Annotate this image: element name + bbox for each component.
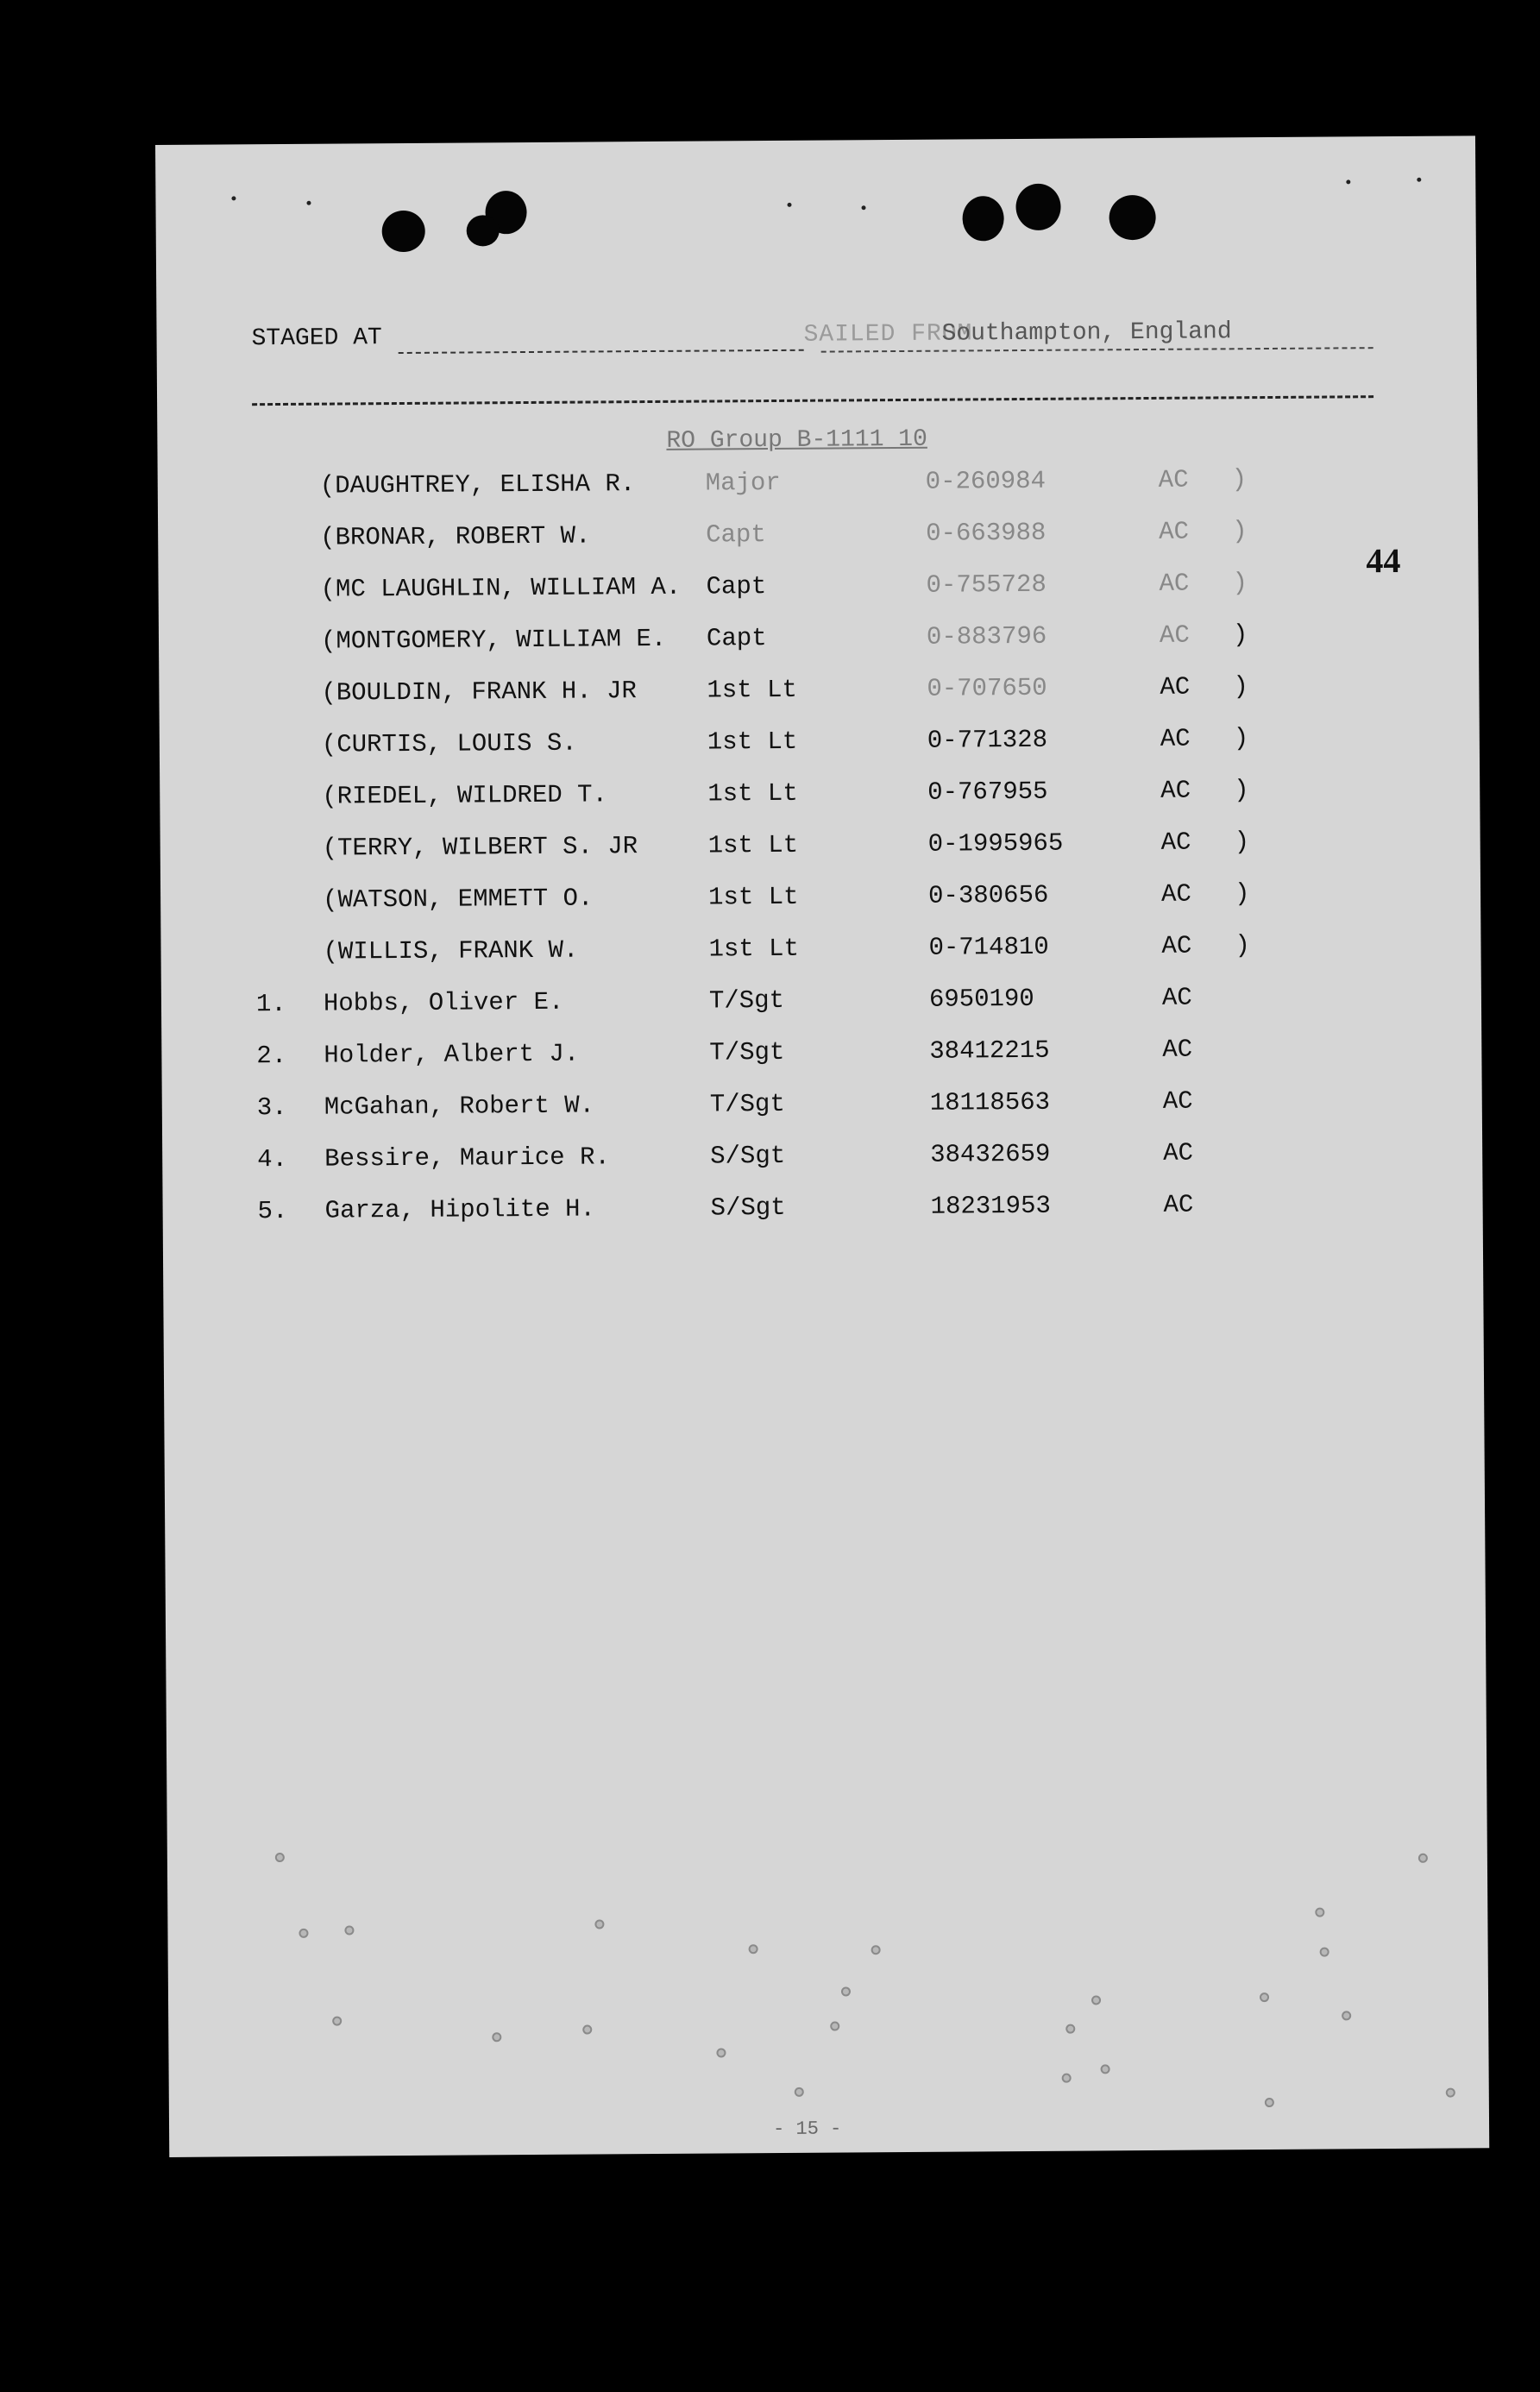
branch: AC: [1162, 1086, 1193, 1116]
row-number: 3.: [256, 1092, 287, 1123]
closing-paren: ): [1233, 672, 1248, 702]
closing-paren: ): [1232, 620, 1248, 650]
paper-speck: [1418, 1854, 1428, 1863]
person-name: (TERRY, WILBERT S. JR: [322, 832, 638, 863]
serial-number: 0-260984: [925, 466, 1047, 496]
paper-speck: [716, 2048, 726, 2057]
paper-speck: [871, 1945, 881, 1955]
paper-speck: [594, 1919, 604, 1929]
roster-row: [255, 775, 1376, 834]
rank: S/Sgt: [710, 1141, 786, 1171]
rank: Capt: [706, 624, 767, 653]
paper-mark: [1346, 179, 1350, 184]
rank: 1st Lt: [707, 778, 798, 809]
branch: AC: [1160, 724, 1191, 753]
punch-hole: [1109, 195, 1155, 240]
paper-mark: [862, 205, 866, 210]
serial-number: 18231953: [930, 1191, 1051, 1221]
paper-speck: [1342, 2011, 1351, 2020]
closing-paren: ): [1234, 879, 1250, 909]
roster-list: [253, 464, 1380, 1249]
paper-speck: [1446, 2088, 1455, 2098]
sailed-from-underline: [821, 347, 1373, 352]
paper-speck: [1265, 2098, 1274, 2107]
roster-row: [256, 1034, 1378, 1093]
roster-row: [255, 878, 1377, 938]
roster-row: [253, 568, 1374, 627]
rank: 1st Lt: [707, 830, 799, 860]
paper-speck: [1260, 1992, 1269, 2002]
rank: Major: [705, 468, 781, 498]
staged-at-blank: [399, 349, 804, 354]
branch: AC: [1160, 672, 1191, 702]
closing-paren: ): [1234, 776, 1249, 805]
closing-paren: ): [1234, 828, 1250, 857]
branch: AC: [1161, 931, 1192, 960]
closing-paren: ): [1235, 931, 1251, 960]
closing-paren: ): [1231, 465, 1248, 494]
serial-number: 6950190: [928, 984, 1034, 1014]
person-name: (MC LAUGHLIN, WILLIAM A.: [320, 572, 682, 604]
person-name: Garza, Hipolite H.: [324, 1194, 596, 1225]
punch-hole: [962, 196, 1003, 241]
rank: 1st Lt: [707, 882, 799, 912]
serial-number: 0-771328: [927, 725, 1048, 755]
person-name: (BRONAR, ROBERT W.: [320, 521, 591, 552]
branch: AC: [1162, 1035, 1193, 1064]
closing-paren: ): [1232, 569, 1248, 598]
rank: Capt: [706, 572, 767, 601]
rank: T/Sgt: [709, 1037, 785, 1067]
paper-mark: [787, 203, 791, 207]
rank: S/Sgt: [710, 1193, 786, 1223]
person-name: (CURTIS, LOUIS S.: [321, 728, 577, 759]
closing-paren: ): [1232, 517, 1248, 546]
paper-mark: [306, 201, 311, 205]
paper-mark: [1417, 178, 1421, 182]
rank: 1st Lt: [708, 934, 800, 964]
serial-number: 38432659: [930, 1139, 1051, 1169]
paper-speck: [1101, 2064, 1110, 2074]
person-name: (MONTGOMERY, WILLIAM E.: [320, 624, 667, 656]
person-name: (RIEDEL, WILDRED T.: [322, 780, 608, 811]
paper-speck: [841, 1986, 851, 1996]
person-name: Bessire, Maurice R.: [324, 1142, 610, 1174]
serial-number: 0-883796: [926, 621, 1047, 652]
branch: AC: [1163, 1190, 1194, 1219]
paper-speck: [299, 1929, 308, 1938]
paper-speck: [830, 2022, 839, 2031]
paper-speck: [1320, 1948, 1329, 1957]
serial-number: 0-380656: [927, 880, 1049, 910]
person-name: (WATSON, EMMETT O.: [322, 884, 594, 915]
rank: 1st Lt: [707, 675, 797, 705]
document-page: [155, 135, 1489, 2157]
serial-number: 0-1995965: [927, 828, 1064, 859]
row-number: 5.: [257, 1196, 288, 1226]
roster-row: [257, 1137, 1379, 1197]
serial-number: 38412215: [929, 1035, 1050, 1066]
rank: T/Sgt: [708, 985, 785, 1016]
paper-speck: [275, 1853, 285, 1862]
branch: AC: [1159, 620, 1190, 650]
closing-paren: ): [1233, 724, 1249, 753]
row-number: 4.: [257, 1144, 288, 1174]
roster-row: [255, 930, 1377, 990]
branch: AC: [1163, 1138, 1194, 1168]
paper-speck: [1091, 1995, 1101, 2005]
serial-number: 0-663988: [926, 518, 1047, 548]
roster-row: [258, 1189, 1380, 1249]
paper-speck: [749, 1944, 758, 1954]
row-number: 2.: [256, 1041, 287, 1071]
roster-row: [253, 464, 1374, 524]
branch: AC: [1158, 465, 1189, 494]
row-number: 1.: [255, 989, 286, 1019]
branch: AC: [1159, 569, 1190, 598]
punch-hole: [467, 215, 500, 246]
paper-speck: [492, 2032, 501, 2042]
branch: AC: [1161, 983, 1192, 1012]
person-name: (BOULDIN, FRANK H. JR: [321, 677, 638, 708]
roster-row: [254, 671, 1375, 731]
rank: 1st Lt: [707, 727, 798, 757]
paper-speck: [795, 2087, 804, 2097]
group-title: RO Group B-1111 10: [666, 425, 927, 455]
branch: AC: [1159, 517, 1190, 546]
person-name: (WILLIS, FRANK W.: [323, 935, 579, 966]
page-number: 44: [1366, 540, 1401, 581]
paper-speck: [1315, 1908, 1324, 1917]
paper-speck: [1065, 2024, 1075, 2034]
sailed-from-label: SAILED FROM: [803, 320, 973, 349]
roster-row: [257, 1086, 1379, 1145]
person-name: (DAUGHTREY, ELISHA R.: [319, 469, 636, 500]
sailed-from-value: Southampton, England: [941, 318, 1232, 348]
paper-speck: [582, 2025, 592, 2035]
page-footer: - 15 -: [772, 2118, 842, 2141]
punch-hole: [382, 211, 425, 252]
paper-speck: [344, 1925, 354, 1935]
separator-line: [252, 395, 1373, 406]
serial-number: 0-755728: [926, 570, 1047, 600]
roster-row: [254, 620, 1375, 679]
header-line: [251, 318, 1373, 367]
serial-number: 0-707650: [927, 673, 1047, 703]
rank: T/Sgt: [709, 1089, 785, 1119]
paper-speck: [1062, 2074, 1072, 2083]
punch-hole: [1015, 184, 1060, 230]
person-name: Hobbs, Oliver E.: [323, 987, 564, 1018]
person-name: McGahan, Robert W.: [324, 1091, 595, 1122]
roster-row: [256, 982, 1378, 1042]
serial-number: 0-714810: [928, 932, 1049, 962]
paper-speck: [332, 2017, 342, 2026]
branch: AC: [1160, 828, 1191, 857]
branch: AC: [1160, 879, 1192, 909]
branch: AC: [1160, 776, 1191, 805]
person-name: Holder, Albert J.: [324, 1039, 580, 1070]
roster-row: [255, 723, 1376, 783]
rank: Capt: [706, 520, 766, 550]
serial-number: 0-767955: [927, 777, 1048, 807]
roster-row: [255, 827, 1377, 886]
roster-row: [253, 516, 1374, 576]
paper-mark: [231, 196, 236, 200]
staged-at-label: STAGED AT: [251, 324, 382, 353]
serial-number: 18118563: [929, 1087, 1051, 1117]
